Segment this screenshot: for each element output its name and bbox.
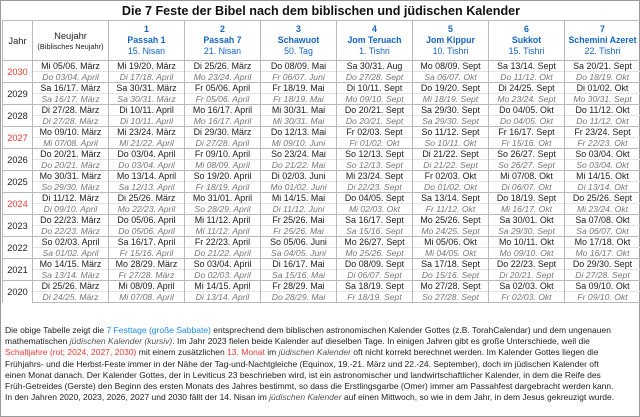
jewish-date-cell: Di 09/10. April [33,204,109,215]
feast-name: Passah 1 [127,35,166,45]
biblical-date-cell: Mo 25/26. Sept [413,215,489,226]
jewish-date-cell: Di 22/23. Sept [337,182,413,193]
biblical-date-cell: Sa 20/21. Sept [565,61,640,72]
biblical-date-cell: Mi 14/15. April [185,281,261,292]
jewish-date-cell: Sa 12/13. April [109,182,185,193]
feast-header-5 [413,21,489,61]
biblical-date-cell: Di 16/17. Mai [261,259,337,270]
year-header: Jahr [3,21,33,61]
jewish-date-cell: Fr 18/19. Mai [261,94,337,105]
table-row [3,226,640,237]
jewish-date-cell: Di 21/22. Sept [413,160,489,171]
biblical-date-cell: Mo 13/14. April [109,171,185,182]
biblical-date-cell: Di 11/12. März [33,193,109,204]
biblical-date-cell: Sa 16/17. Sept [337,215,413,226]
jewish-date-cell: Mo 24/25. Sept [413,226,489,237]
table-row [3,182,640,193]
feast-number: 5 [448,24,453,34]
biblical-date-cell: Mi 19/20. März [109,61,185,72]
jewish-date-cell: Mo 25/26. Sept [337,248,413,259]
jewish-date-cell: So 12/13. Sept [337,160,413,171]
table-row [3,259,640,270]
table-row [3,61,640,72]
jewish-date-cell: Do 22/23. März [33,226,109,237]
biblical-date-cell: Do 22/23. März [33,215,109,226]
biblical-date-cell: Do 08/09. Sept [337,259,413,270]
jewish-date-cell: Mi 09/10. Juni [261,138,337,149]
biblical-date-cell: Mi 30/31. Mai [261,105,337,116]
jewish-date-cell: So 27/28. Sept [413,292,489,303]
feast-days-link: 7 Festtage (große Sabbate) [106,325,211,335]
jewish-date-cell: Sa 13/14. März [33,270,109,281]
table-row [3,105,640,116]
biblical-date-cell: Mo 26/27. Sept [337,237,413,248]
biblical-date-cell: Mi 08/09. April [109,281,185,292]
biblical-date-cell: Fr 09/10. April [185,149,261,160]
biblical-date-cell: So 26/27. Sept [489,149,565,160]
text: auf einen Mittwoch, so wie in dem Jahr, in dem Jesus gekreuzigt wurde. [341,392,615,403]
jewish-date-cell: Do 11/12. Okt [489,72,565,83]
biblical-date-cell: Mi 07/08. Okt [489,171,565,182]
biblical-date-cell: Do 05/06. April [109,215,185,226]
year-cell: 2030 [3,61,33,83]
biblical-date-cell: Sa 13/14. Sept [489,61,565,72]
biblical-date-cell: Fr 05/06. April [185,83,261,94]
biblical-date-cell: Di 24/25. Sept [489,83,565,94]
jewish-date-cell: Mo 22/23. April [109,204,185,215]
year-cell: 2021 [3,259,33,281]
biblical-date-cell: Fr 02/03. Okt [413,171,489,182]
feast-number: 3 [296,24,301,34]
biblical-date-cell: Sa 09/10. Okt [565,281,640,292]
feast-table [2,20,640,303]
table-row [3,292,640,303]
biblical-date-cell: Fr 22/23. April [185,237,261,248]
jewish-date-cell: Do 21/22. Mai [261,160,337,171]
year-cell: 2028 [3,105,33,127]
leap-years-text: Schaltjahre (rot; 2024, 2027, 2030) [5,347,137,358]
jewish-date-cell: Di 27/28. März [33,116,109,127]
feast-number: 2 [220,24,225,34]
biblical-date-cell: Sa 30/31. März [109,83,185,94]
jewish-date-cell: Mi 23/24. Okt [565,204,640,215]
jewish-date-cell: Mo 16/17. April [185,116,261,127]
jewish-date-cell: Di 06/07. Okt [489,182,565,193]
biblical-date-cell: Do 11/12. Okt [565,105,640,116]
year-cell: 2029 [3,83,33,105]
neujahr-label: Neujahr [54,29,87,41]
jewish-date-cell: Fr 25/26. Mai [261,226,337,237]
biblical-date-cell: Mo 28/29. März [109,259,185,270]
paragraph-line [5,392,637,403]
jewish-date-cell: Fr 15/16. Okt [489,138,565,149]
biblical-date-cell: Di 25/26. März [185,61,261,72]
jewish-date-cell: Mi 07/08. April [109,292,185,303]
feast-number: 6 [524,24,529,34]
explanation-paragraph [5,325,637,403]
feast-name: Passah 7 [203,35,242,45]
biblical-date-cell: Sa 07/08. Okt [565,215,640,226]
jewish-date-cell: Di 24/25. März [33,292,109,303]
feast-name: Schawuot [277,35,320,45]
biblical-date-cell: Sa 29/30. Sept [413,105,489,116]
biblical-date-cell: Fr 18/19. Mai [261,83,337,94]
feast-number: 1 [144,24,149,34]
feast-header-6 [489,21,565,61]
feast-name: Jom Teruach [347,35,402,45]
jewish-date-cell: Di 13/14. April [185,292,261,303]
biblical-date-cell: Di 29/30. März [185,127,261,138]
year-cell: 2022 [3,237,33,259]
biblical-date-cell: Fr 23/24. Sept [565,127,640,138]
jewish-date-cell: Do 20/21. Sept [337,116,413,127]
biblical-date-cell: Di 02/03. Juni [261,171,337,182]
year-cell: 2020 [3,281,33,303]
jewish-date-cell: Do 03/04. April [33,72,109,83]
feast-header-1 [109,21,185,61]
biblical-date-cell: Sa 02/03. Okt [489,281,565,292]
jewish-date-cell: Do 02/03. April [185,270,261,281]
table-row [3,204,640,215]
biblical-date-cell: Mo 09/10. März [33,127,109,138]
feast-date: 15. Tishri [508,46,545,56]
feast-date: 15. Nisan [127,46,166,56]
jewish-date-cell: Do 03/04. April [109,160,185,171]
italic-text: jüdischen Kalender (kursiv) [69,336,173,347]
biblical-date-cell: Mo 14/15. März [33,259,109,270]
jewish-date-cell: Sa 04/05. Juni [261,248,337,259]
jewish-date-cell: Mi 18/19. Sept [413,94,489,105]
biblical-date-cell: Sa 18/19. Sept [337,281,413,292]
paragraph-line [5,325,637,336]
table-row [3,149,640,160]
biblical-date-cell: Mi 14/15. Mai [261,193,337,204]
text: Die obige Tabelle zeigt die [5,325,107,335]
biblical-date-cell: Do 04/05. Okt [489,105,565,116]
table-row [3,83,640,94]
feast-name: Sukkot [511,35,542,45]
paragraph-line: Frühjahrs- und die Herbst-Feste immer in der Nähe der Tag-und-Nachtgleiche (Equinox, 19.-21. März und 22.-24. September), doch im jüdischen Kalender oft [5,358,599,369]
biblical-date-cell: Do 03/04. April [109,149,185,160]
biblical-date-cell: Mo 27/28. Sept [413,281,489,292]
biblical-date-cell: So 19/20. April [185,171,261,182]
biblical-date-cell: Do 20/21. Sept [337,105,413,116]
jewish-date-cell: Fr 15/16. April [109,248,185,259]
jewish-date-cell: Mo 01/02. Juni [261,182,337,193]
biblical-date-cell: Do 19/20. Sept [413,83,489,94]
biblical-date-cell: Fr 25/26. Mai [261,215,337,226]
biblical-date-cell: Mi 14/15. Okt [565,171,640,182]
jewish-date-cell: Do 18/19. Okt [565,72,640,83]
feast-number: 4 [372,24,377,34]
jewish-date-cell: Do 05/06. April [109,226,185,237]
biblical-date-cell: Sa 13/14. Sept [413,193,489,204]
table-row [3,127,640,138]
jewish-date-cell: Do 11/12. Okt [565,116,640,127]
jewish-date-cell: Fr 09/10. Okt [565,292,640,303]
biblical-date-cell: Mo 16/17. April [185,105,261,116]
paragraph-line: einen Monat danach. Der Kalender Gottes, der in Leviticus 23 beschrieben wird, ist ein astronomischer und landwirtschaftlicher Kalender, in dem die Reife des [5,369,601,380]
jewish-date-cell: Fr 18/19. April [185,182,261,193]
biblical-date-cell: Do 08/09. Mai [261,61,337,72]
jewish-date-cell: Do 01/02. Okt [413,182,489,193]
jewish-date-cell: Mo 30/31. Sept [565,94,640,105]
feast-date: 50. Tag [284,46,313,56]
year-cell: 2023 [3,215,33,237]
year-cell: 2025 [3,171,33,193]
neujahr-sublabel: (Biblisches Neujahr) [37,41,104,51]
jewish-date-cell: Do 04/05. Okt [489,116,565,127]
biblical-date-cell: Fr 16/17. Sept [489,127,565,138]
paragraph-line: Früh-Getreides (Gerste) den Beginn des ersten Monats des Jahres bestimmt, so dass die Erstlingsgarbe (Omer) immer am Passahfest dargebracht werden kann. [5,381,614,392]
biblical-date-cell: Do 22/23. Sept [489,259,565,270]
feast-name: Jom Kippur [426,35,475,45]
jewish-date-cell: Do 21/22. April [185,248,261,259]
jewish-date-cell: Fr 18/19. Sept [337,292,413,303]
table-row [3,281,640,292]
neujahr-header [33,21,109,61]
text: . Im Jahr 2023 fielen beide Kalender auf dieselben Tage. In einigen Jahren gibt es große Unterschiede, weil die [172,336,590,347]
biblical-date-cell: Mi 11/12. April [185,215,261,226]
biblical-date-cell: Do 20/21. März [33,149,109,160]
biblical-date-cell: So 12/13. Sept [337,149,413,160]
biblical-date-cell: So 03/04. Okt [565,149,640,160]
feast-header-4 [337,21,413,61]
jewish-date-cell: Fr 06/07. Juni [261,72,337,83]
table-row [3,72,640,83]
jewish-date-cell: Mo 09/10. Sept [337,94,413,105]
jewish-date-cell: Sa 15/16. Mai [261,270,337,281]
biblical-date-cell: Fr 02/03. Sept [337,127,413,138]
table-row [3,237,640,248]
feast-header-2 [185,21,261,61]
jewish-date-cell: Di 13/14. Okt [565,182,640,193]
jewish-date-cell: Mo 16/17. Okt [565,248,640,259]
table-row [3,116,640,127]
biblical-date-cell: So 03/04. April [185,259,261,270]
paragraph-line [5,347,637,358]
jewish-date-cell: Do 15/16. Sept [413,270,489,281]
biblical-date-cell: Do 18/19. Sept [489,193,565,204]
text: mit einem zusätzlichen [136,347,228,358]
jewish-date-cell: So 10/11. Okt [413,138,489,149]
jewish-date-cell: Di 27/28. Sept [565,270,640,281]
biblical-date-cell: Mi 23/24. Sept [337,171,413,182]
feast-date: 22. Tishri [584,46,621,56]
jewish-date-cell: Mi 07/08. April [33,138,109,149]
feast-header-3 [261,21,337,61]
jewish-date-cell: Sa 29/30. Sept [413,116,489,127]
jewish-date-cell: Mi 02/03. Okt [337,204,413,215]
jewish-date-cell: Di 06/07. Sept [337,270,413,281]
biblical-date-cell: Di 10/11. Sept [337,83,413,94]
biblical-date-cell: Do 04/05. Sept [337,193,413,204]
biblical-date-cell: Mi 23/24. März [109,127,185,138]
italic-text: jüdischen Kalender [269,392,342,403]
jewish-date-cell: Sa 16/17. März [33,94,109,105]
biblical-date-cell: Do 29/30. Sept [565,259,640,270]
text: mathematischen [5,336,70,347]
text: oft nicht korrekt berechnet werden. Im Kalender Gottes liegen die [350,347,599,358]
jewish-date-cell: Mo 23/24. Sept [489,94,565,105]
biblical-date-cell: Sa 30/31. Aug [337,61,413,72]
italic-text: jüdischen Kalender [278,347,351,358]
year-cell: 2024 [3,193,33,215]
jewish-date-cell: Fr 01/02. Okt [337,138,413,149]
biblical-date-cell: Mo 30/31. März [33,171,109,182]
table-row [3,215,640,226]
biblical-date-cell: Di 01/02. Okt [565,83,640,94]
table-header [3,21,640,61]
biblical-date-cell: Sa 17/18. Sept [413,259,489,270]
jewish-date-cell: Fr 05/06. April [185,94,261,105]
biblical-date-cell: So 02/03. April [33,237,109,248]
biblical-date-cell: Do 12/13. Mai [261,127,337,138]
jewish-date-cell: Do 27/28. Sept [337,72,413,83]
jewish-date-cell: Di 17/18. April [109,72,185,83]
text: entsprechend dem biblischen astronomischen Kalender Gottes (z.B. TorahCalendar) und dem ungenauen [210,325,611,335]
jewish-date-cell: Fr 22/23. Okt [565,138,640,149]
biblical-date-cell: Di 27/28. März [33,105,109,116]
feast-header-7 [565,21,640,61]
table-body [3,61,640,303]
biblical-date-cell: Di 21/22. Sept [413,149,489,160]
jewish-date-cell: Do 20/21. März [33,160,109,171]
jewish-date-cell: Fr 11/12. Okt [413,204,489,215]
jewish-date-cell: Di 11/12. Juni [261,204,337,215]
biblical-date-cell: Mi 05/06. Okt [413,237,489,248]
jewish-date-cell: Mi 16/17. Okt [489,204,565,215]
biblical-date-cell: Sa 16/17. März [33,83,109,94]
thirteenth-month-text: 13. Monat [227,347,265,358]
feast-date: 10. Tishri [432,46,469,56]
paragraph-line [5,336,637,347]
table-row [3,138,640,149]
jewish-date-cell: Mi 21/22. April [109,138,185,149]
jewish-date-cell: Mi 04/05. Okt [413,248,489,259]
table-row [3,160,640,171]
jewish-date-cell: Mo 09/10. Okt [489,248,565,259]
text: In den Jahren 2020, 2023, 2026, 2027 und 2030 fällt der 14. Nisan im [5,392,270,403]
biblical-date-cell: Sa 30/01. Okt [489,215,565,226]
biblical-date-cell: Mo 17/18. Okt [565,237,640,248]
jewish-date-cell: Di 10/11. April [109,116,185,127]
table-row [3,94,640,105]
table-row [3,171,640,182]
biblical-date-cell: Mo 08/09. Sept [413,61,489,72]
biblical-date-cell: Di 25/26. März [109,193,185,204]
year-cell: 2026 [3,149,33,171]
jewish-date-cell: Di 27/28. April [185,138,261,149]
feast-date: 21. Nisan [203,46,242,56]
table-row [3,270,640,281]
biblical-date-cell: Di 25/26. März [33,281,109,292]
page-title: Die 7 Feste der Bibel nach dem biblischen und jüdischen Kalender [121,4,521,18]
biblical-date-cell: Sa 16/17. April [109,237,185,248]
biblical-date-cell: So 23/24. Mai [261,149,337,160]
feast-date: 1. Tishri [359,46,390,56]
jewish-date-cell: Do 28/29. Mai [261,292,337,303]
biblical-date-cell: Fr 28/29. Mai [261,281,337,292]
feast-number: 7 [600,24,605,34]
biblical-date-cell: Do 25/26. Sept [565,193,640,204]
jewish-date-cell: Mi 08/09. April [185,160,261,171]
jewish-date-cell: So 28/29. April [185,204,261,215]
text: im [264,347,279,358]
jewish-date-cell: So 26/27. Sept [489,160,565,171]
jewish-date-cell: Sa 06/07. Okt [413,72,489,83]
table-row [3,193,640,204]
biblical-date-cell: Mo 31/01. April [185,193,261,204]
jewish-date-cell: Mi 11/12. April [185,226,261,237]
jewish-date-cell: So 03/04. Okt [565,160,640,171]
jewish-date-cell: Sa 30/31. März [109,94,185,105]
year-cell: 2027 [3,127,33,149]
jewish-date-cell: Sa 15/16. Sept [337,226,413,237]
table-row [3,248,640,259]
jewish-date-cell: Di 20/21. Sept [489,270,565,281]
jewish-date-cell: Mo 23/24. April [185,72,261,83]
biblical-date-cell: Mo 10/11. Okt [489,237,565,248]
jewish-date-cell: Sa 01/02. April [33,248,109,259]
biblical-date-cell: Mi 05/06. März [33,61,109,72]
biblical-date-cell: Di 10/11. April [109,105,185,116]
biblical-date-cell: So 11/12. Sept [413,127,489,138]
biblical-date-cell: So 05/06. Juni [261,237,337,248]
feast-name: Schemini Azeret [568,35,637,45]
jewish-date-cell: Mi 30/31. Mai [261,116,337,127]
jewish-date-cell: So 29/30. März [33,182,109,193]
jewish-date-cell: Fr 27/28. März [109,270,185,281]
jewish-date-cell: Sa 29/30. Sept [489,226,565,237]
jewish-date-cell: Sa 06/07. Okt [565,226,640,237]
jewish-date-cell: Fr 02/03. Okt [489,292,565,303]
